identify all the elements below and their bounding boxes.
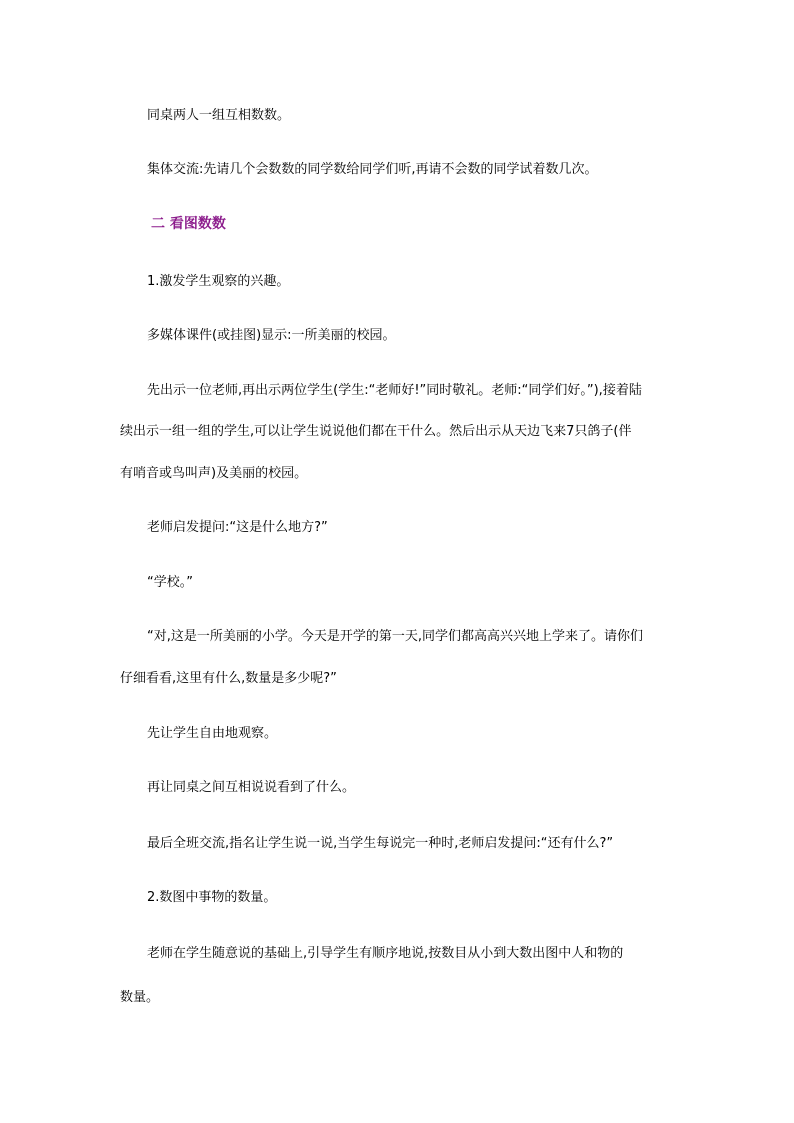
paragraph-8-line-2: 仔细看看,这里有什么,数量是多少呢?”	[120, 671, 337, 686]
paragraph-5-line-1: 先出示一位老师,再出示两位学生(学生:“老师好!”同时敬礼。老师:“同学们好。”),接着陆	[147, 383, 642, 398]
paragraph-6: 老师启发提问:“这是什么地方?”	[147, 520, 328, 535]
paragraph-4: 多媒体课件(或挂图)显示:一所美丽的校园。	[147, 328, 396, 343]
paragraph-7: “学校。”	[147, 575, 193, 590]
section-heading: 二 看图数数	[151, 216, 226, 232]
paragraph-2: 集体交流:先请几个会数数的同学数给同学们听,再请不会数的同学试着数几次。	[147, 162, 598, 177]
paragraph-11: 最后全班交流,指名让学生说一说,当学生每说完一种时,老师启发提问:“还有什么?”	[147, 836, 614, 851]
paragraph-10: 再让同桌之间互相说说看到了什么。	[147, 780, 356, 795]
paragraph-9: 先让学生自由地观察。	[147, 726, 278, 741]
paragraph-13-line-2: 数量。	[120, 990, 160, 1005]
paragraph-5-line-3: 有哨音或鸟叫声)及美丽的校园。	[120, 466, 308, 481]
paragraph-8-line-1: “对,这是一所美丽的小学。今天是开学的第一天,同学们都高高兴兴地上学来了。请你们	[147, 629, 644, 644]
paragraph-12: 2.数图中事物的数量。	[147, 890, 277, 905]
paragraph-5-line-2: 续出示一组一组的学生,可以让学生说说他们都在干什么。然后出示从天边飞来7只鸽子(伴	[120, 424, 632, 439]
paragraph-1: 同桌两人一组互相数数。	[147, 108, 291, 123]
paragraph-13-line-1: 老师在学生随意说的基础上,引导学生有顺序地说,按数目从小到大数出图中人和物的	[147, 946, 624, 961]
paragraph-3: 1.激发学生观察的兴趣。	[147, 274, 290, 289]
